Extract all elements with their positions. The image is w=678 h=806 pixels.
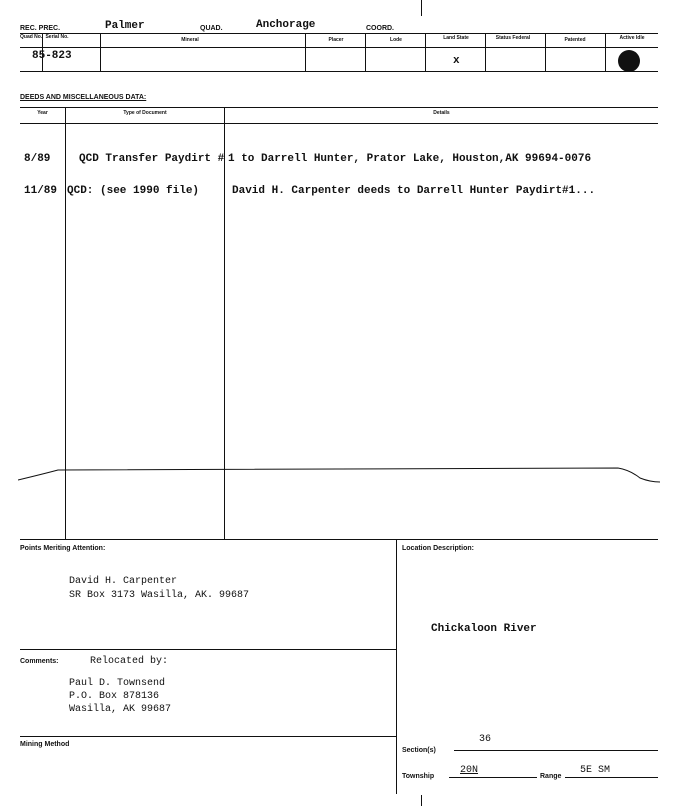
divider <box>485 33 486 71</box>
comments-bottom-rule <box>20 736 396 737</box>
deed-details: 1 to Darrell Hunter, Prator Lake, Houston,AK 99694-0076 <box>228 153 592 165</box>
col-serial-no: Serial No. <box>45 34 69 40</box>
col-status-federal: Status Federal <box>495 35 531 41</box>
township-value: 20N <box>460 765 479 776</box>
col-active-idle: Active Idle <box>619 35 645 41</box>
coord-label: COORD. <box>366 25 394 32</box>
points-label: Points Meriting Attention: <box>20 545 106 552</box>
rec-prec-label: REC. PREC. <box>20 25 61 32</box>
deeds-section-title: DEEDS AND MISCELLANEOUS DATA: <box>20 94 147 101</box>
range-underline <box>565 777 658 778</box>
comments-line: Paul D. Townsend <box>69 678 166 689</box>
comments-heading: Relocated by: <box>90 656 169 667</box>
deed-type: QCD Transfer Paydirt # <box>79 153 225 165</box>
quad-label: QUAD. <box>200 25 223 32</box>
section-underline <box>454 750 658 751</box>
top-tick <box>421 0 422 16</box>
divider <box>42 33 43 71</box>
location-value: Chickaloon River <box>431 623 537 635</box>
deeds-header-rule <box>20 123 658 124</box>
divider <box>100 33 101 71</box>
quad-value: Anchorage <box>256 19 316 31</box>
col-placer: Placer <box>328 37 344 43</box>
comments-line: Wasilla, AK 99687 <box>69 704 172 715</box>
fold-line <box>18 462 660 488</box>
points-line: David H. Carpenter <box>69 576 178 587</box>
col-quad-no: Quad No. <box>20 34 43 40</box>
deed-type: QCD: (see 1990 file) <box>67 185 200 197</box>
location-label: Location Description: <box>402 545 474 552</box>
record-bottom-rule <box>20 71 658 72</box>
mining-method-label: Mining Method <box>20 741 70 748</box>
land-state-mark: x <box>453 55 460 67</box>
deed-year: 8/89 <box>24 153 51 165</box>
divider <box>365 33 366 71</box>
col-type-of-document: Type of Document <box>123 110 167 116</box>
township-label: Township <box>402 773 435 780</box>
section-label: Section(s) <box>402 747 436 754</box>
deeds-top-rule <box>20 107 658 108</box>
divider <box>605 33 606 71</box>
points-bottom-rule <box>20 649 396 650</box>
col-land-state: Land State <box>443 35 469 41</box>
deed-details: David H. Carpenter deeds to Darrell Hunter Paydirt#1... <box>232 185 596 197</box>
header-rule <box>20 33 658 34</box>
township-underline <box>449 777 537 778</box>
rec-prec-value: Palmer <box>105 20 145 32</box>
comments-line: P.O. Box 878136 <box>69 691 160 702</box>
deeds-bottom-rule <box>20 539 658 540</box>
range-label: Range <box>540 773 562 780</box>
divider <box>305 33 306 71</box>
bottom-tick <box>421 795 422 806</box>
col-year: Year <box>37 110 48 116</box>
col-mineral: Mineral <box>181 37 199 43</box>
col-patented: Patented <box>564 37 586 43</box>
points-line: SR Box 3173 Wasilla, AK. 99687 <box>69 590 250 601</box>
divider <box>545 33 546 71</box>
active-idle-dot <box>618 50 640 72</box>
deed-year: 11/89 <box>24 185 58 197</box>
comments-label: Comments: <box>20 658 59 665</box>
col-details: Details <box>433 110 450 116</box>
section-value: 36 <box>479 734 492 745</box>
serial-value: 85-823 <box>32 50 72 62</box>
column-header-rule <box>20 47 658 48</box>
lower-center-divider <box>396 539 397 794</box>
divider <box>425 33 426 71</box>
col-lode: Lode <box>390 37 402 43</box>
range-value: 5E SM <box>580 765 611 776</box>
